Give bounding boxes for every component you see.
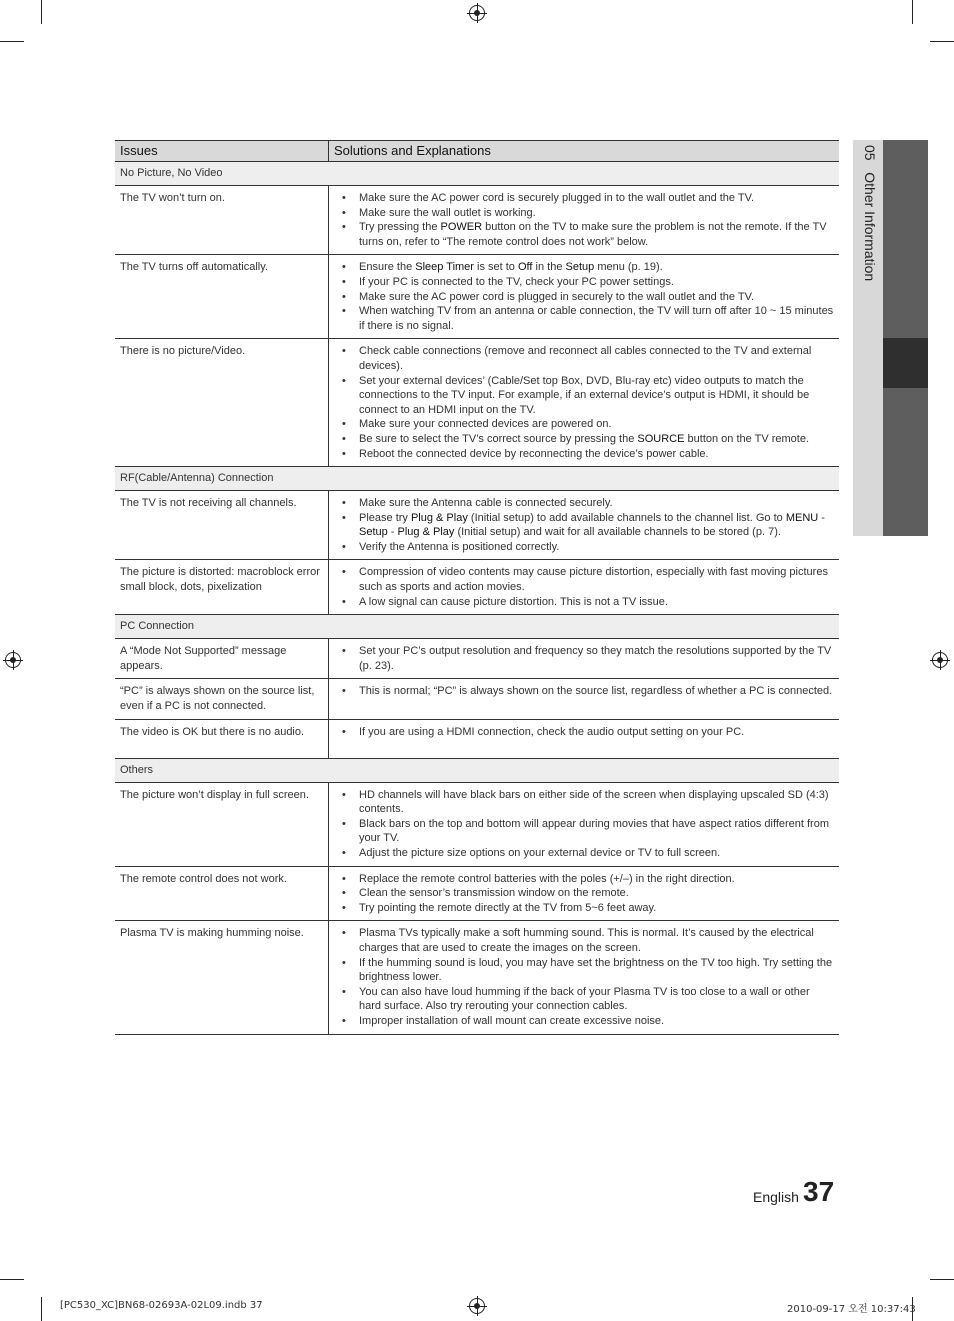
column-header-issues: Issues [115, 141, 329, 162]
solution-item: • Replace the remote control batteries with the poles (+/–) in the right direction. [334, 872, 834, 887]
solutions-cell [329, 921, 840, 1034]
section-title: PC Connection [115, 615, 839, 639]
solutions-list [334, 926, 834, 1028]
issue-cell: The picture is distorted: macroblock error small block, dots, pixelization [115, 560, 329, 615]
issue-cell: The TV turns off automatically. [115, 255, 329, 339]
crop-mark [930, 41, 954, 42]
section-title: No Picture, No Video [115, 162, 839, 186]
solution-item: • Ensure the Sleep Timer is set to Off in the Setup menu (p. 19). [334, 260, 834, 275]
solution-item: • Please try Plug & Play (Initial setup) to add available channels to the channel list. Go to MENU - Setup - Plug & Play (Initial setup) and wait for all available channels to be stored (p. 7). [334, 511, 834, 540]
troubleshooting-table [115, 140, 839, 1035]
table-row [115, 560, 839, 615]
side-tab-label [858, 145, 878, 281]
solution-item: • Make sure the AC power cord is plugged in securely to the wall outlet and the TV. [334, 290, 834, 305]
table-row [115, 921, 839, 1034]
table-row [115, 186, 839, 255]
table-row [115, 782, 839, 866]
solution-item: • Make sure your connected devices are powered on. [334, 417, 834, 432]
solutions-list [334, 344, 834, 461]
crop-mark [912, 0, 913, 24]
solution-item: • This is normal; “PC” is always shown on the source list, regardless of whether a PC is connected. [334, 684, 834, 699]
solution-item: • Plasma TVs typically make a soft humming sound. This is normal. It’s caused by the electrical charges that are used to create the images on the screen. [334, 926, 834, 955]
table-header-row [115, 141, 839, 162]
solution-item: • HD channels will have black bars on either side of the screen when displaying upscaled SD (4:3) contents. [334, 788, 834, 817]
table-row [115, 866, 839, 921]
issue-cell: The TV is not receiving all channels. [115, 491, 329, 560]
section-header-row [115, 467, 839, 491]
solution-item: • Adjust the picture size options on your external device or TV to full screen. [334, 846, 834, 861]
solutions-cell [329, 866, 840, 921]
page-number: 37 [803, 1176, 835, 1207]
solution-item: • Verify the Antenna is positioned correctly. [334, 540, 834, 555]
solution-item: • When watching TV from an antenna or cable connection, the TV will turn off after 10 ~ 15 minutes if there is no signal. [334, 304, 834, 333]
solutions-cell [329, 719, 840, 758]
solution-item: • Be sure to select the TV’s correct source by pressing the SOURCE button on the TV remote. [334, 432, 834, 447]
section-header-row [115, 758, 839, 782]
side-tab-number: 05 [862, 145, 878, 161]
table-row [115, 491, 839, 560]
solution-item: • Set your external devices’ (Cable/Set top Box, DVD, Blu-ray etc) video outputs to match the connections to the TV input. For example, if an external device’s output is HDMI, it should be connect to an HDMI input on the TV. [334, 374, 834, 418]
crop-mark [0, 41, 24, 42]
solutions-cell [329, 560, 840, 615]
side-tab-title: Other Information [862, 172, 878, 282]
table-row [115, 719, 839, 758]
solution-item: • If your PC is connected to the TV, check your PC power settings. [334, 275, 834, 290]
solutions-cell [329, 491, 840, 560]
solution-item: • Try pressing the POWER button on the TV to make sure the problem is not the remote. If the TV turns on, refer to “The remote control does not work” below. [334, 220, 834, 249]
solution-item: • Reboot the connected device by reconnecting the device’s power cable. [334, 447, 834, 462]
registration-mark-icon [469, 5, 485, 21]
solution-item: • If the humming sound is loud, you may have set the brightness on the TV too high. Try setting the brightness lower. [334, 956, 834, 985]
solution-item: • You can also have loud humming if the back of your Plasma TV is too close to a wall or other hard surface. Also try rerouting your connection cables. [334, 985, 834, 1014]
solution-item: • Try pointing the remote directly at the TV from 5~6 feet away. [334, 901, 834, 916]
print-slug-timestamp: 2010-09-17 오전 10:37:43 [787, 1304, 916, 1315]
solution-item: • Make sure the AC power cord is securely plugged in to the wall outlet and the TV. [334, 191, 834, 206]
table-row [115, 255, 839, 339]
solutions-cell [329, 186, 840, 255]
solution-item: • If you are using a HDMI connection, check the audio output setting on your PC. [334, 725, 834, 740]
solution-item: • Black bars on the top and bottom will appear during movies that have aspect ratios different from your TV. [334, 817, 834, 846]
section-title: Others [115, 758, 839, 782]
registration-mark-icon [932, 652, 948, 668]
solution-item: • Compression of video contents may cause picture distortion, especially with fast moving pictures such as sports and action movies. [334, 565, 834, 594]
table-row [115, 339, 839, 467]
solutions-list [334, 684, 834, 699]
solutions-list [334, 644, 834, 673]
print-slug-file: [PC530_XC]BN68-02693A-02L09.indb 37 [60, 1300, 263, 1311]
crop-mark [41, 0, 42, 24]
solutions-list [334, 191, 834, 249]
solutions-list [334, 496, 834, 554]
solutions-cell [329, 639, 840, 679]
crop-mark [0, 1279, 24, 1280]
issue-cell: Plasma TV is making humming noise. [115, 921, 329, 1034]
issue-cell: The video is OK but there is no audio. [115, 719, 329, 758]
solutions-cell [329, 255, 840, 339]
table-row [115, 679, 839, 719]
issue-cell: A “Mode Not Supported” message appears. [115, 639, 329, 679]
solution-item: • Set your PC’s output resolution and frequency so they match the resolutions supported by the TV (p. 23). [334, 644, 834, 673]
solutions-list [334, 260, 834, 333]
solutions-cell [329, 782, 840, 866]
registration-mark-icon [5, 652, 21, 668]
solution-item: • Make sure the Antenna cable is connected securely. [334, 496, 834, 511]
solutions-list [334, 788, 834, 861]
section-title: RF(Cable/Antenna) Connection [115, 467, 839, 491]
solutions-cell [329, 339, 840, 467]
crop-mark [930, 1279, 954, 1280]
issue-cell: The remote control does not work. [115, 866, 329, 921]
issue-cell: The picture won’t display in full screen. [115, 782, 329, 866]
solutions-list [334, 872, 834, 916]
table-body [115, 162, 839, 1035]
issue-cell: “PC” is always shown on the source list, even if a PC is not connected. [115, 679, 329, 719]
section-header-row [115, 162, 839, 186]
solution-item: • Clean the sensor’s transmission window on the remote. [334, 886, 834, 901]
solution-item: • Check cable connections (remove and reconnect all cables connected to the TV and external devices). [334, 344, 834, 373]
issue-cell: The TV won’t turn on. [115, 186, 329, 255]
solutions-list [334, 565, 834, 609]
solutions-list [334, 725, 834, 740]
solutions-cell [329, 679, 840, 719]
solution-item: • Improper installation of wall mount can create excessive noise. [334, 1014, 834, 1029]
crop-mark [41, 1297, 42, 1321]
column-header-solutions: Solutions and Explanations [329, 141, 840, 162]
side-tab-active-marker [883, 338, 928, 388]
solution-item: • Make sure the wall outlet is working. [334, 206, 834, 221]
solution-item: • A low signal can cause picture distortion. This is not a TV issue. [334, 595, 834, 610]
footer-language: English [753, 1189, 799, 1205]
section-header-row [115, 615, 839, 639]
issue-cell: There is no picture/Video. [115, 339, 329, 467]
table-row [115, 639, 839, 679]
registration-mark-icon [469, 1298, 485, 1314]
